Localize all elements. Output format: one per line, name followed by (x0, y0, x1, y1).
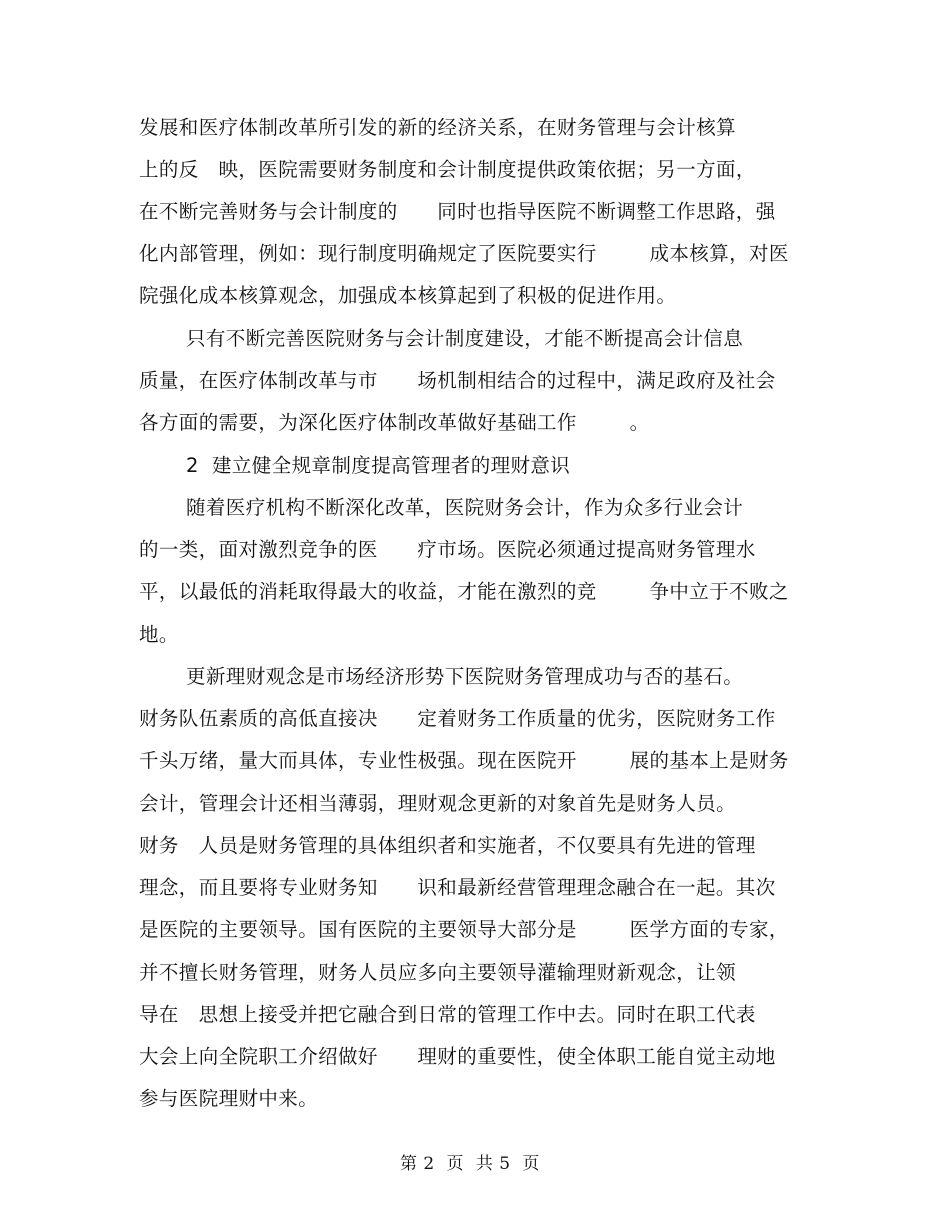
body-text-line: 的一类，面对激烈竞争的医 疗市场。医院必须通过提高财务管理水 (139, 538, 756, 561)
body-text-line: 并不擅长财务管理，财务人员应多向主要领导灌输理财新观念，让领 (139, 961, 737, 984)
body-text-line: 化内部管理，例如：现行制度明确规定了医院要实行 成本核算，对医 (139, 242, 789, 265)
body-text-line: 质量，在医疗体制改革与市 场机制相结合的过程中，满足政府及社会 (139, 369, 776, 392)
body-text-line: 会计，管理会计还相当薄弱，理财观念更新的对象首先是财务人员。 (139, 792, 737, 815)
body-text-line: 大会上向全院职工介绍做好 理财的重要性，使全体职工能自觉主动地 (139, 1045, 776, 1068)
body-text-line: 财务队伍素质的高低直接决 定着财务工作质量的优劣，医院财务工作 (139, 707, 776, 730)
body-text-line: 在不断完善财务与会计制度的 同时也指导医院不断调整工作思路，强 (139, 200, 776, 223)
paragraph-first-line: 只有不断完善医院财务与会计制度建设，才能不断提高会计信息 (186, 327, 744, 350)
page-number-footer: 第 2 页 共 5 页 (400, 1154, 540, 1174)
body-text-line: 是医院的主要领导。国有医院的主要领导大部分是 医学方面的专家， (139, 918, 789, 941)
paragraph-first-line: 随着医疗机构不断深化改革，医院财务会计，作为众多行业会计 (186, 496, 744, 519)
body-text-line: 理念，而且要将专业财务知 识和最新经营管理理念融合在一起。其次 (139, 876, 776, 899)
body-text-line: 平，以最低的消耗取得最大的收益，才能在激烈的竞 争中立于不败之 (139, 580, 789, 603)
body-text-line: 导在 思想上接受并把它融合到日常的管理工作中去。同时在职工代表 (139, 1003, 756, 1026)
body-text-line: 发展和医疗体制改革所引发的新的经济关系，在财务管理与会计核算 (139, 116, 737, 139)
body-text-line: 地。 (139, 623, 179, 646)
body-text-line: 参与医院理财中来。 (139, 1087, 319, 1110)
body-text-line: 院强化成本核算观念，加强成本核算起到了积极的促进作用。 (139, 284, 677, 307)
body-text-line: 各方面的需要，为深化医疗体制改革做好基础工作 。 (139, 411, 650, 434)
body-text-line: 上的反 映，医院需要财务制度和会计制度提供政策依据；另一方面， (139, 158, 756, 181)
body-text-line: 千头万绪，量大而具体，专业性极强。现在医院开 展的基本上是财务 (139, 749, 789, 772)
paragraph-first-line: 更新理财观念是市场经济形势下医院财务管理成功与否的基石。 (186, 665, 744, 688)
section-heading: 2 建立健全规章制度提高管理者的理财意识 (186, 454, 571, 477)
body-text-line: 财务 人员是财务管理的具体组织者和实施者，不仅要具有先进的管理 (139, 834, 756, 857)
